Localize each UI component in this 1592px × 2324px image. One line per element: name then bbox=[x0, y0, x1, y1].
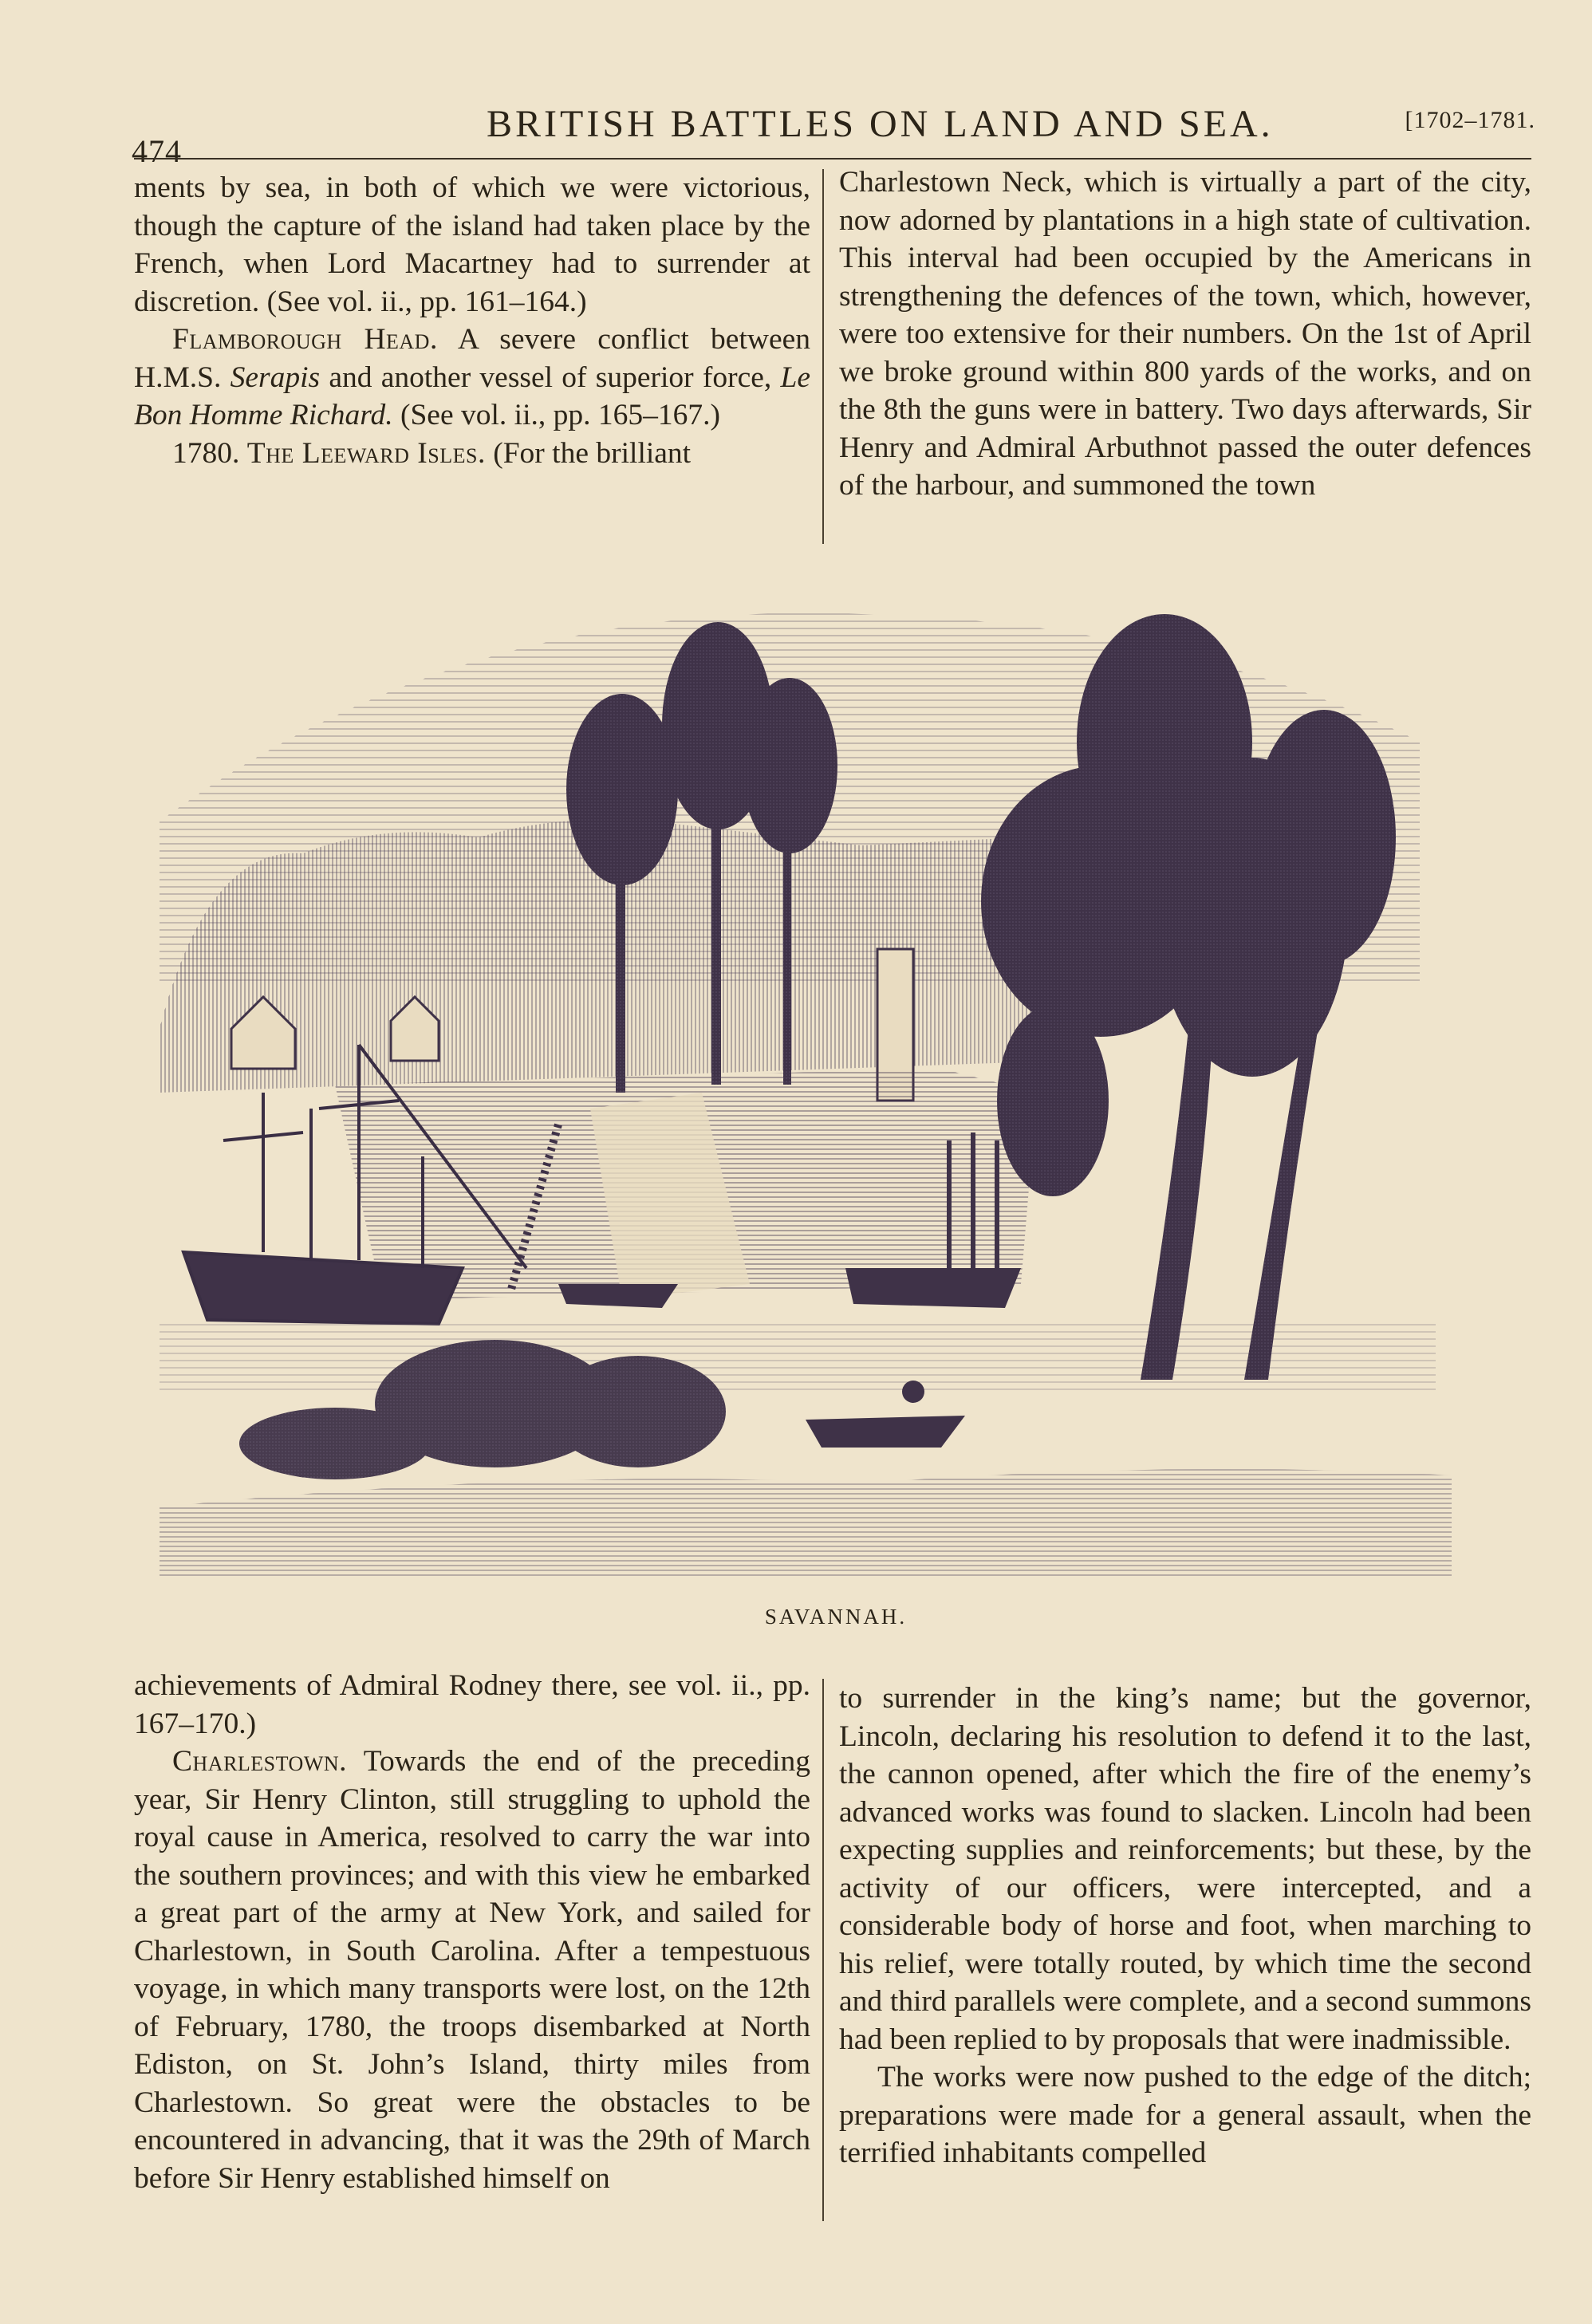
column-bottom-left bbox=[134, 1667, 810, 2197]
paragraph: ments by sea, in both of which we were victorious, though the capture of the island had taken place by the French, when Lord Macartney had to surrender at discretion. (See vol. ii., pp. 161–164.) bbox=[134, 171, 810, 318]
text-run: Towards the end of the preceding year, Sir Henry Clinton, still struggling to uphold the royal cause in America, resolved to carry the war into the southern provinces; and with this view he embarked a great part of the army at New York, and sailed for Charlestown, in South Carolina. After a tempestuous voyage, in which many transports were lost, on the 12th of February, 1780, the troops disembarked at North Ediston, on St. John’s Island, thirty miles from Charlestown. So great were the obstacles to be encountered in advancing, that it was the 29th of March before Sir Henry established himself on bbox=[134, 1745, 810, 2195]
paragraph: achievements of Admiral Rodney there, see vol. ii., pp. 167–170.) bbox=[134, 1669, 810, 1740]
running-head bbox=[132, 102, 1535, 169]
figure-caption: SAVANNAH. bbox=[764, 1605, 908, 1629]
year: 1780. bbox=[172, 436, 247, 470]
paragraph: The works were now pushed to the edge of the ditch; preparations were made for a general assault, when the terrified inhabitants compelled bbox=[839, 2061, 1531, 2169]
column-top-left bbox=[134, 169, 810, 472]
section-heading: Charlestown. bbox=[172, 1745, 348, 1778]
header-rule bbox=[134, 158, 1531, 160]
column-bottom-right bbox=[839, 1680, 1531, 2172]
running-dates: [1702–1781. bbox=[1405, 107, 1535, 133]
text-run: A severe conflict between H.M.S. bbox=[134, 323, 810, 394]
ship-name: Serapis bbox=[230, 360, 321, 394]
savannah-engraving bbox=[144, 582, 1515, 1595]
section-heading: Flamborough Head. bbox=[172, 323, 438, 356]
ship-name: Le Bon Homme Richard. bbox=[134, 360, 810, 431]
paragraph: to surrender in the king’s name; but the governor, Lincoln, declaring his resolution to defend it to the last, the cannon opened, after which the fire of the enemy’s advanced works was found to slacken. Lincoln had been expecting supplies and reinforcements; but these, by the activity of our officers, were intercepted, and a considerable body of horse and foot, when marching to his relief, were totally routed, by which time the second and third parallels were complete, and a second summons had been replied to by proposals that were inadmissible. bbox=[839, 1682, 1531, 2056]
text-run: (For the brilliant bbox=[485, 436, 692, 470]
page-number: 474 bbox=[132, 133, 182, 169]
running-title: BRITISH BATTLES ON LAND AND SEA. bbox=[487, 103, 1274, 145]
text-run: (See vol. ii., pp. 165–167.) bbox=[392, 399, 720, 431]
section-heading: The Leeward Isles. bbox=[246, 436, 486, 470]
paragraph: Charlestown Neck, which is virtually a part of the city, now adorned by plantations in a high state of cultivation. This interval had been occupied by the Americans in strengthening the defences of the town, which, however, were too extensive for their numbers. On the 1st of April we broke ground within 800 yards of the works, and on the 8th the guns were in battery. Two days afterwards, Sir Henry and Admiral Arbuthnot passed the outer defences of the harbour, and summoned the town bbox=[839, 166, 1531, 502]
column-top-right bbox=[839, 163, 1531, 505]
column-divider bbox=[822, 169, 824, 544]
text-run: and another vessel of superior force, bbox=[320, 360, 781, 394]
paragraph bbox=[134, 1743, 810, 2197]
engraving-illustration bbox=[144, 582, 1515, 1595]
paragraph bbox=[134, 435, 810, 473]
column-divider bbox=[822, 1679, 824, 2221]
paragraph bbox=[134, 321, 810, 435]
